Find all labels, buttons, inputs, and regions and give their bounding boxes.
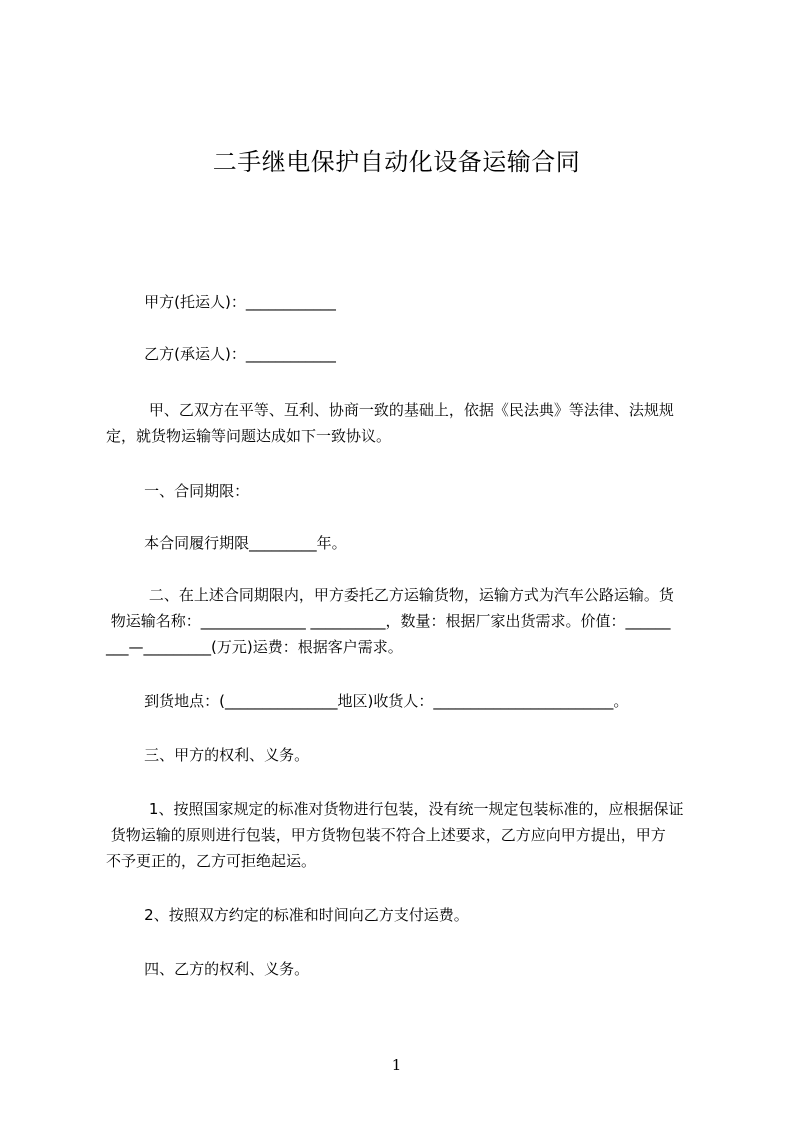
contract-term-line: 本合同履行期限_________年。 (106, 534, 347, 552)
section-2-line-2: 物运输名称：______________ __________，数量：根据厂家出货需求。价值：______ (106, 612, 671, 630)
preamble-line-1: 甲、乙双方在平等、互利、协商一致的基础上，依据《民法典》等法律、法规规 (106, 401, 674, 419)
party-b-line: 乙方(承运人)：____________ (106, 345, 336, 363)
clause-3-1-line-3: 不予更正的，乙方可拒绝起运。 (106, 852, 317, 870)
section-4-heading: 四、乙方的权利、义务。 (106, 960, 310, 978)
section-3-heading: 三、甲方的权利、义务。 (106, 746, 310, 764)
clause-3-2-line: 2、按照双方约定的标准和时间向乙方支付运费。 (106, 906, 469, 924)
section-2-line-3: ___—_________(万元)运费：根据客户需求。 (106, 638, 403, 656)
clause-3-1-line-1: 1、按照国家规定的标准对货物进行包装，没有统一规定包装标准的，应根据保证 (106, 800, 684, 818)
section-2-line-1: 二、在上述合同期限内，甲方委托乙方运输货物，运输方式为汽车公路运输。货 (106, 586, 674, 604)
section-1-heading: 一、合同期限： (106, 482, 250, 500)
clause-3-1-line-2: 货物运输的原则进行包装，甲方货物包装不符合上述要求，乙方应向甲方提出，甲方 (106, 826, 666, 844)
page-number: 1 (391, 1056, 402, 1074)
contract-title: 二手继电保护自动化设备运输合同 (212, 148, 581, 176)
party-a-line: 甲方(托运人)：____________ (106, 293, 336, 311)
delivery-line: 到货地点：(_______________地区)收货人：________________________。 (106, 692, 629, 710)
preamble-line-2: 定，就货物运输等问题达成如下一致协议。 (106, 427, 392, 445)
